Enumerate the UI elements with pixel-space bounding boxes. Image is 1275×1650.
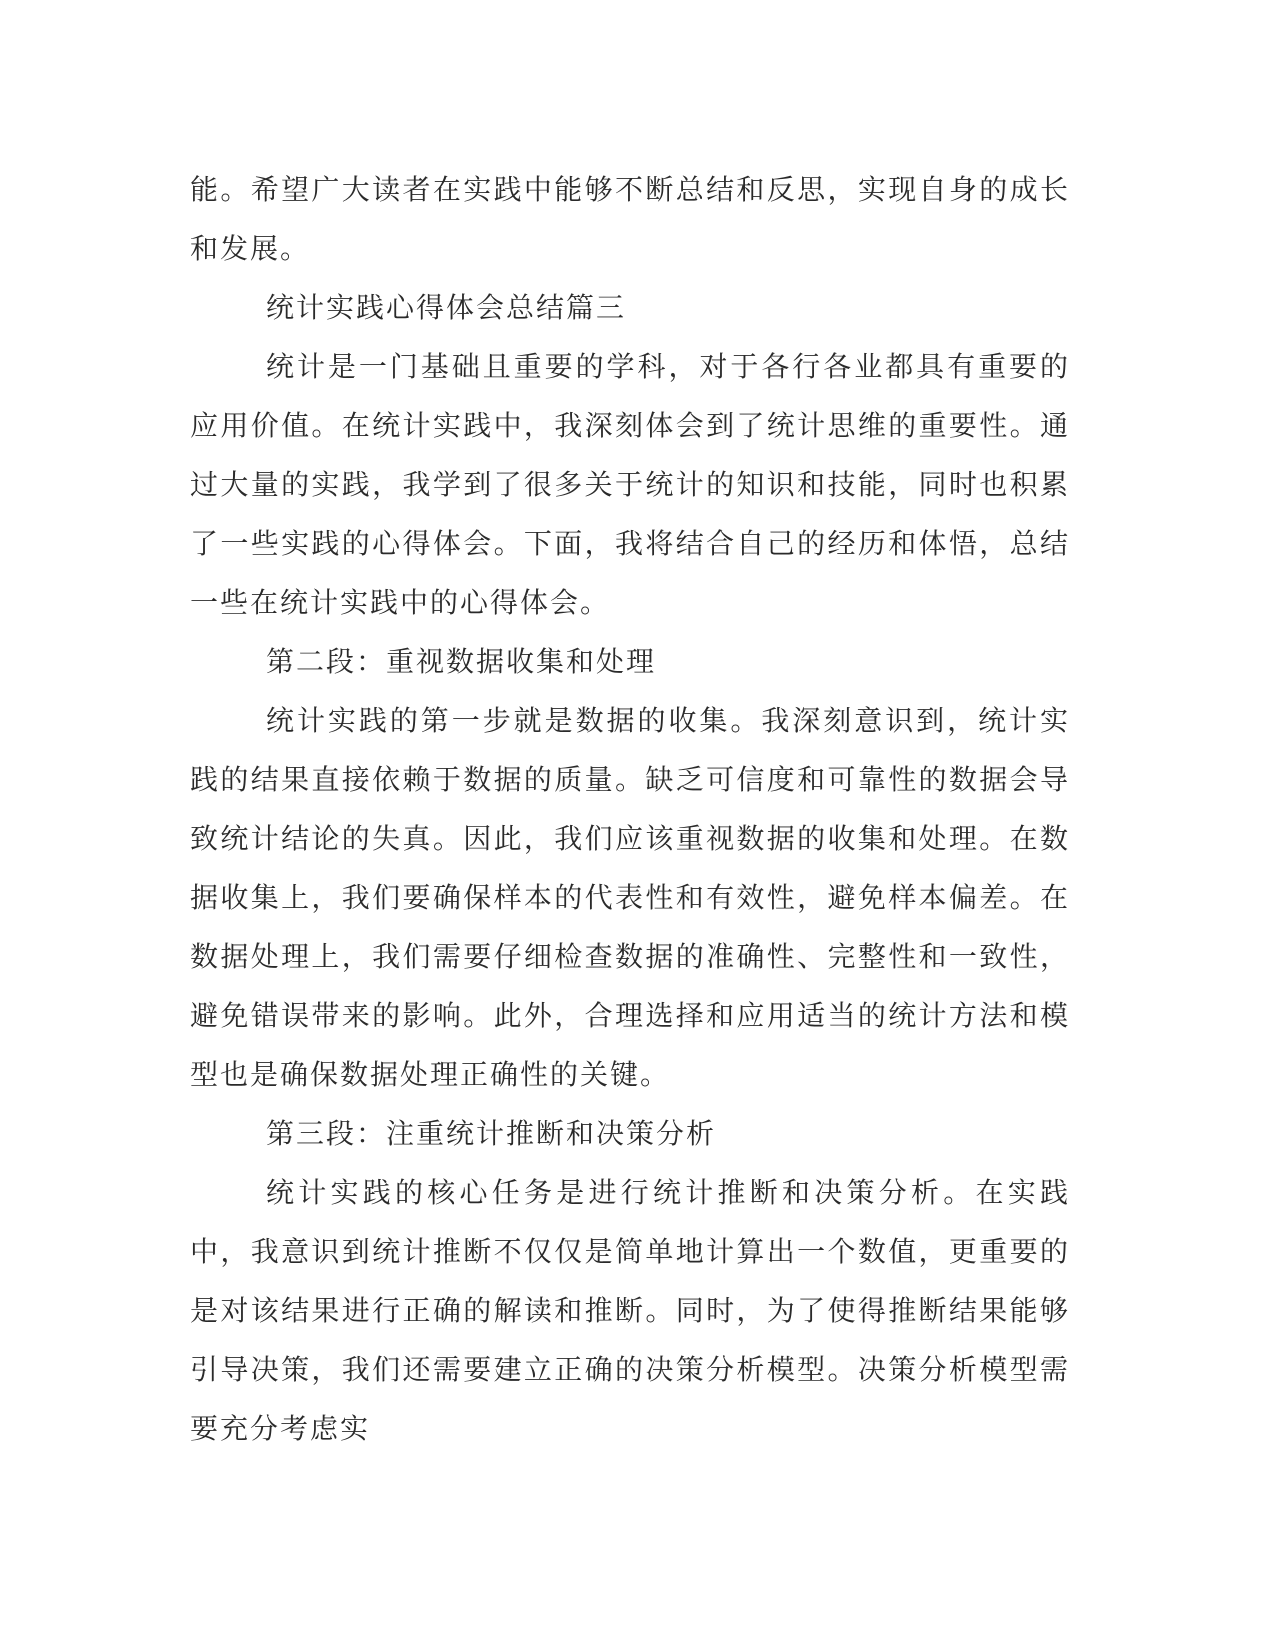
paragraph-intro: 统计是一门基础且重要的学科，对于各行各业都具有重要的应用价值。在统计实践中，我深刻体会到了统计思维的重要性。通过大量的实践，我学到了很多关于统计的知识和技能，同时也积累了一些实践的心得体会。下面，我将结合自己的经历和体悟，总结一些在统计实践中的心得体会。 [190, 350, 1070, 619]
paragraph-continuation: 能。希望广大读者在实践中能够不断总结和反思，实现自身的成长和发展。 [190, 173, 1070, 265]
section-heading-second-paragraph: 第二段：重视数据收集和处理 [266, 645, 657, 678]
paragraph-data-collection: 统计实践的第一步就是数据的收集。我深刻意识到，统计实践的结果直接依赖于数据的质量。缺乏可信度和可靠性的数据会导致统计结论的失真。因此，我们应该重视数据的收集和处理。在数据收集上，我们要确保样本的代表性和有效性，避免样本偏差。在数据处理上，我们需要仔细检查数据的准确性、完整性和一致性，避免错误带来的影响。此外，合理选择和应用适当的统计方法和模型也是确保数据处理正确性的关键。 [190, 704, 1070, 1091]
section-heading-part-three: 统计实践心得体会总结篇三 [266, 291, 627, 324]
document-body [190, 160, 1070, 1458]
paragraph-inference: 统计实践的核心任务是进行统计推断和决策分析。在实践中，我意识到统计推断不仅仅是简单地计算出一个数值，更重要的是对该结果进行正确的解读和推断。同时，为了使得推断结果能够引导决策，我们还需要建立正确的决策分析模型。决策分析模型需要充分考虑实 [190, 1176, 1070, 1445]
section-heading-third-paragraph: 第三段：注重统计推断和决策分析 [266, 1117, 717, 1150]
